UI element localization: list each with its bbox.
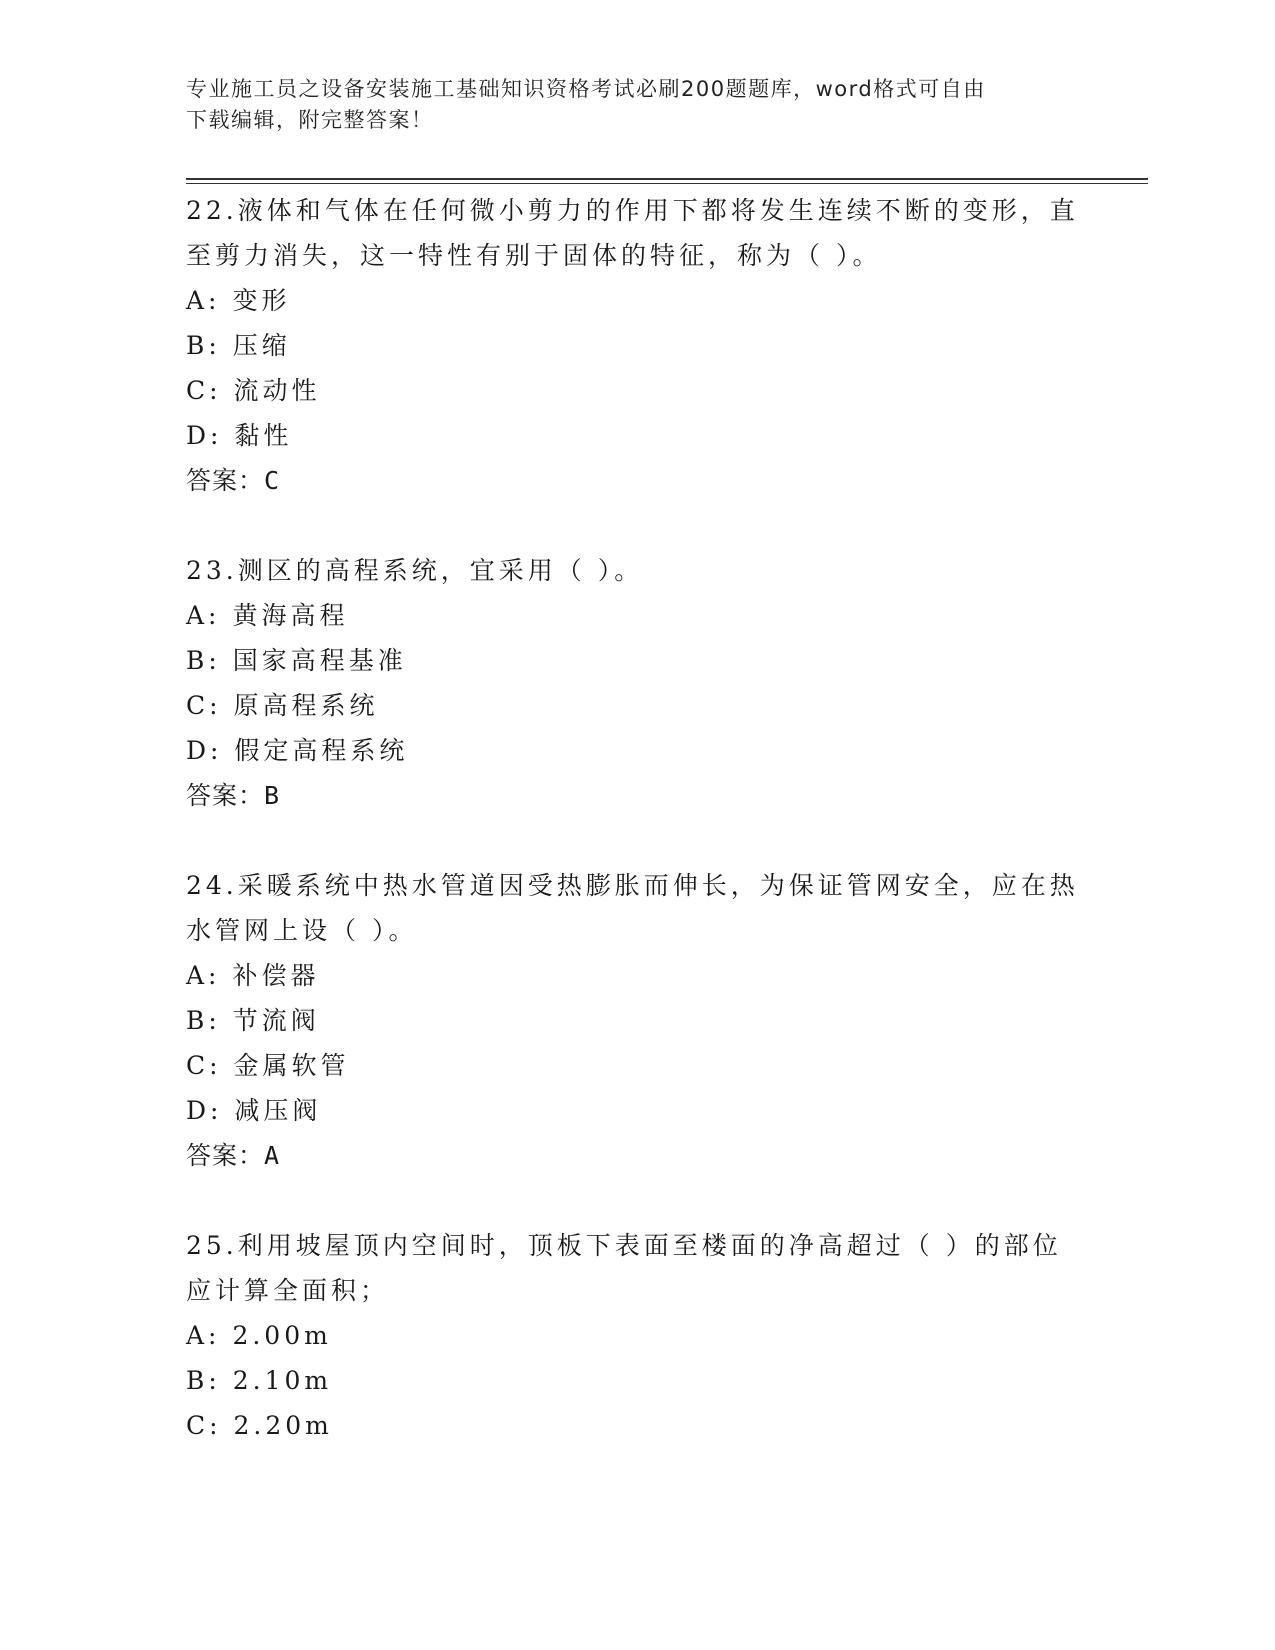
- question-22: [186, 188, 1086, 503]
- option-key: C:: [186, 1051, 234, 1080]
- spacer: [186, 503, 1086, 548]
- header-rule-thick: [186, 178, 1148, 180]
- question-text-line: 25.利用坡屋顶内空间时，顶板下表面至楼面的净高超过（ ）的部位: [186, 1231, 1062, 1260]
- option-text: 补偿器: [232, 961, 320, 990]
- option-key: C:: [186, 691, 234, 720]
- option-text: 节流阀: [232, 1006, 320, 1035]
- option-text: 2.20m: [233, 1411, 333, 1440]
- option-text: 黏性: [234, 421, 293, 450]
- option-text: 压缩: [232, 331, 291, 360]
- question-text-line: 至剪力消失，这一特性有别于固体的特征，称为（ ）。: [186, 241, 882, 270]
- answer-value: C: [264, 466, 281, 495]
- question-25: [186, 1223, 1086, 1448]
- answer-line: [186, 1133, 1086, 1178]
- option-c: [186, 368, 1086, 413]
- question-text-line: 24.采暖系统中热水管道因受热膨胀而伸长，为保证管网安全，应在热: [186, 871, 1079, 900]
- option-c: [186, 683, 1086, 728]
- option-b: [186, 638, 1086, 683]
- option-text: 2.10m: [232, 1366, 333, 1395]
- option-key: A:: [186, 601, 233, 630]
- option-a: [186, 278, 1086, 323]
- answer-value: B: [264, 781, 281, 810]
- answer-line: [186, 773, 1086, 818]
- option-text: 减压阀: [234, 1096, 322, 1125]
- question-23: [186, 548, 1086, 818]
- question-text-line: 23.测区的高程系统，宜采用（ ）。: [186, 556, 644, 585]
- answer-label: 答案：: [186, 466, 265, 495]
- option-text: 变形: [232, 286, 291, 315]
- question-text-line: 水管网上设（ ）。: [186, 916, 418, 945]
- option-c: [186, 1043, 1086, 1088]
- option-key: D:: [186, 421, 235, 450]
- option-key: B:: [186, 646, 233, 675]
- option-d: [186, 728, 1086, 773]
- header-rule-thin: [186, 183, 1148, 184]
- option-key: A:: [186, 961, 233, 990]
- answer-value: A: [264, 1141, 281, 1170]
- option-a: [186, 593, 1086, 638]
- option-key: D:: [186, 736, 235, 765]
- option-key: B:: [186, 1006, 233, 1035]
- option-key: C:: [186, 1411, 234, 1440]
- option-key: B:: [186, 331, 233, 360]
- answer-label: 答案：: [186, 1141, 265, 1170]
- document-header: [186, 74, 1066, 136]
- option-text: 2.00m: [232, 1321, 332, 1350]
- option-text: 假定高程系统: [234, 736, 409, 765]
- question-text-line: 应计算全面积；: [186, 1276, 390, 1305]
- option-key: A:: [186, 286, 233, 315]
- option-b: [186, 1358, 1086, 1403]
- option-a: [186, 1313, 1086, 1358]
- option-text: 金属软管: [233, 1051, 350, 1080]
- header-line-1: 专业施工员之设备安装施工基础知识资格考试必刷200题题库，word格式可自由: [186, 77, 986, 101]
- spacer: [186, 818, 1086, 863]
- option-d: [186, 413, 1086, 458]
- option-d: [186, 1088, 1086, 1133]
- option-text: 国家高程基准: [232, 646, 407, 675]
- option-key: D:: [186, 1096, 235, 1125]
- option-text: 流动性: [233, 376, 321, 405]
- answer-line: [186, 458, 1086, 503]
- option-key: C:: [186, 376, 234, 405]
- spacer: [186, 1178, 1086, 1223]
- answer-label: 答案：: [186, 781, 265, 810]
- question-list: [186, 188, 1086, 1448]
- option-text: 原高程系统: [233, 691, 379, 720]
- option-b: [186, 998, 1086, 1043]
- option-text: 黄海高程: [232, 601, 349, 630]
- option-key: A:: [186, 1321, 233, 1350]
- option-b: [186, 323, 1086, 368]
- question-24: [186, 863, 1086, 1178]
- header-line-2: 下载编辑，附完整答案！: [186, 108, 434, 132]
- option-key: B:: [186, 1366, 233, 1395]
- option-c: [186, 1403, 1086, 1448]
- question-text-line: 22.液体和气体在任何微小剪力的作用下都将发生连续不断的变形，直: [186, 196, 1079, 225]
- option-a: [186, 953, 1086, 998]
